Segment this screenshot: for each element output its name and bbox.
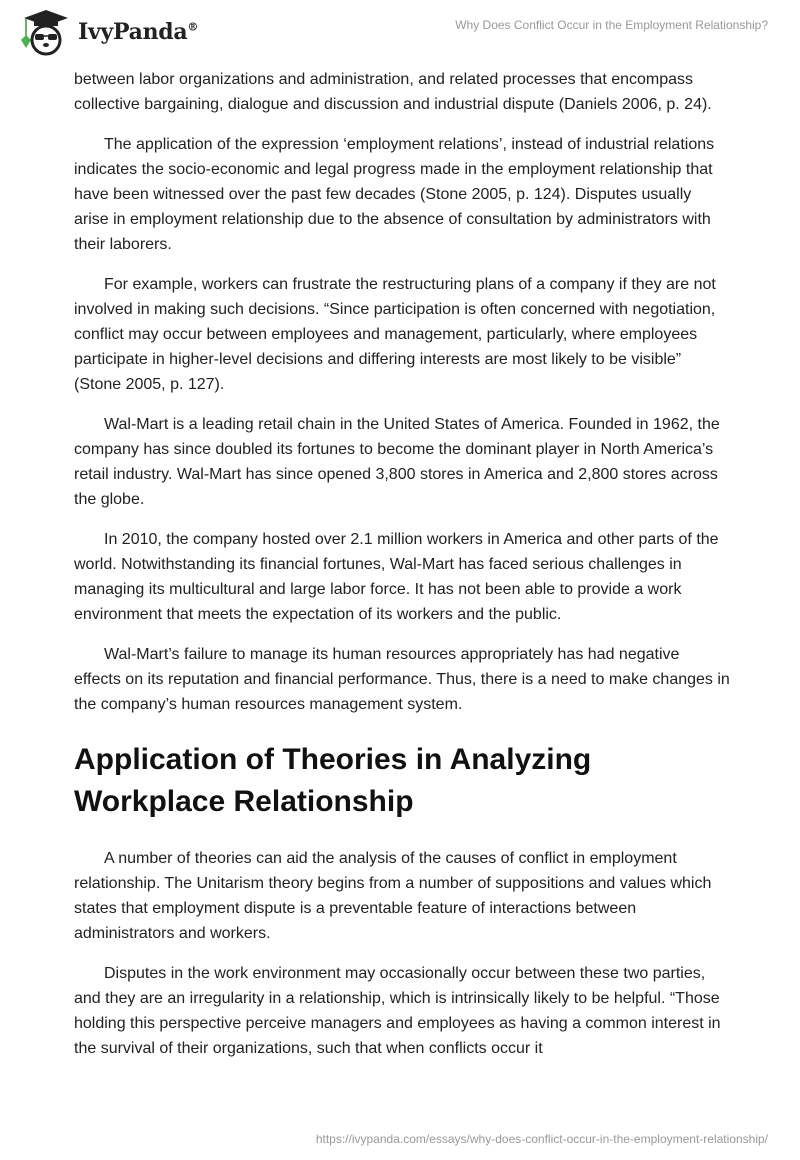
ivypanda-logo[interactable] — [18, 8, 198, 56]
section-heading: Application of Theories in Analyzing Workplace Relationship — [74, 743, 592, 818]
paragraph: between labor organizations and administration, and related processes that encompass collective bargaining, dialogue and discussion and industrial dispute (Daniels 2006, p. 24). — [74, 71, 712, 113]
header — [0, 0, 800, 60]
paragraph: For example, workers can frustrate the restructuring plans of a company if they are not involved in making such decisions. “Since participation is often concerned with negotiation, conflict may occur between employees and management, particularly, where employees participate in higher-level decisions and differing interests are most likely to be visible” (Stone 2005, p. 127). — [74, 276, 716, 393]
paragraph: In 2010, the company hosted over 2.1 million workers in America and other parts of the world. Notwithstanding its financial fortunes, Wal-Mart has faced serious challenges in managing its multicultural and large labor force. It has not been able to provide a work environment that meets the expectation of its workers and the public. — [74, 531, 719, 623]
paragraph: Disputes in the work environment may occasionally occur between these two parties, and they are an irregularity in a relationship, which is intrinsically likely to be helpful. “Those holding this perspective perceive managers and employees as having a common interest in the survival of their organizations, such that when conflicts occur it — [74, 965, 721, 1057]
registered-mark: ® — [187, 20, 199, 34]
document-title: Why Does Conflict Occur in the Employment Relationship? — [455, 18, 768, 32]
paragraph: A number of theories can aid the analysis of the causes of conflict in employment relationship. The Unitarism theory begins from a number of suppositions and values which states that employment dispute is a preventable feature of interactions between administrators and workers. — [74, 850, 712, 942]
brand-text: IvyPanda — [78, 19, 188, 45]
panda-graduate-icon — [18, 8, 74, 56]
paragraph: Wal-Mart’s failure to manage its human resources appropriately has had negative effects on its reputation and financial performance. Thus, there is a need to make changes in the company’s human resources management system. — [74, 646, 730, 713]
source-url[interactable]: https://ivypanda.com/essays/why-does-conflict-occur-in-the-employment-relationship/ — [315, 1132, 768, 1146]
paragraph: The application of the expression ‘employment relations’, instead of industrial relations indicates the socio-economic and legal progress made in the employment relationship that have been witnessed over the past few decades (Stone 2005, p. 124). Disputes usually arise in employment relationship due to the absence of consultation by administrators with their laborers. — [74, 136, 715, 253]
paragraph: Wal-Mart is a leading retail chain in the United States of America. Founded in 1962, the company has since doubled its fortunes to become the dominant player in North America’s retail industry. Wal-Mart has since opened 3,800 stores in America and 2,800 stores across the globe. — [74, 416, 720, 508]
brand-name — [78, 19, 198, 45]
essay-content — [74, 67, 730, 1076]
